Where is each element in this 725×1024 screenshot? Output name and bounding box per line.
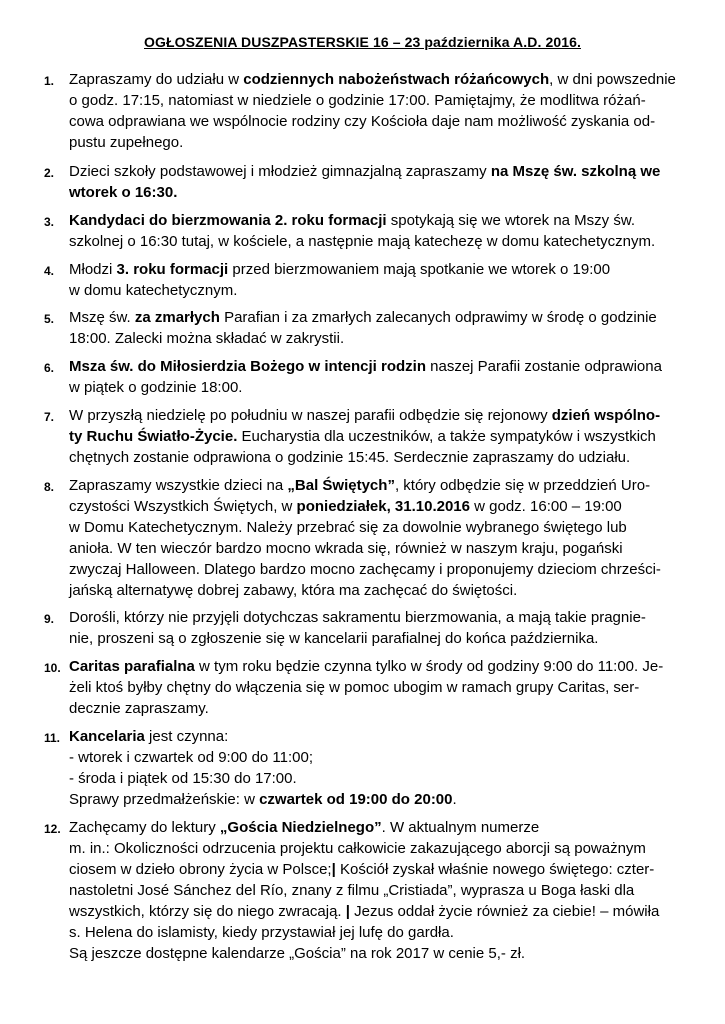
bold-text: „Bal Świętych” [287, 477, 395, 494]
text-run: wszystkich, którzy się do niego zwracają. [69, 903, 346, 920]
text-run: Zapraszamy wszystkie dzieci na [69, 477, 288, 494]
text-run: anioła. W ten wieczór bardzo mocno wkrada się, również w naszym kraju, pogański [69, 540, 623, 557]
item-text [69, 307, 681, 349]
text-line [69, 880, 681, 901]
item-number: 5. [44, 312, 55, 326]
text-line [69, 726, 681, 747]
text-run: w tym roku będzie czynna tylko w środy od godziny 9:00 do 11:00. Je- [194, 658, 664, 675]
text-line [69, 426, 681, 447]
item-text [69, 161, 681, 203]
text-line [69, 182, 681, 203]
text-line [69, 628, 681, 649]
text-run: Eucharystia dla uczestników, a także sympatyków i wszystkich [237, 428, 656, 445]
text-line [69, 259, 681, 280]
text-run: Zapraszamy do udziału w [69, 71, 244, 88]
text-line [69, 943, 681, 964]
text-run: Kościół zyskał właśnie nowego świętego: czter- [339, 861, 655, 878]
item-text [69, 607, 681, 649]
text-line [69, 538, 681, 559]
bold-text: codziennych nabożeństwach różańcowych [243, 71, 550, 88]
text-run: Sprawy przedmałżeńskie: w [69, 791, 260, 808]
page-title: OGŁOSZENIA DUSZPASTERSKIE 16 – 23 października A.D. 2016. [144, 34, 581, 50]
text-line [69, 747, 681, 768]
text-run: szkolnej o 16:30 tutaj, w kościele, a następnie mają katechezę w domu katechetycznym. [69, 233, 656, 250]
text-line [69, 922, 681, 943]
text-line [69, 517, 681, 538]
bold-text: Msza św. do Miłosierdzia Bożego w intencji rodzin [69, 358, 426, 375]
text-line [69, 496, 681, 517]
text-line [69, 698, 681, 719]
text-line [69, 475, 681, 496]
text-run: Mszę św. [69, 309, 135, 326]
text-run: w godz. 16:00 – 19:00 [469, 498, 622, 515]
text-line [69, 447, 681, 468]
item-number: 4. [44, 264, 55, 278]
item-text [69, 726, 681, 810]
text-run: decznie zapraszamy. [69, 700, 209, 717]
bold-text: Kancelaria [69, 728, 145, 745]
item-text [69, 210, 681, 252]
text-line [69, 789, 681, 810]
text-line [69, 90, 681, 111]
text-run: jańską alternatywę dobrej zabawy, która ma zachęcać do świętości. [69, 582, 518, 599]
text-line [69, 69, 681, 90]
text-run: zwyczaj Halloween. Dlatego bardzo mocno zachęcamy i proponujemy dzieciom chrześci- [69, 561, 661, 578]
text-run: . W aktualnym numerze [381, 819, 540, 836]
bold-text: Kandydaci do bierzmowania 2. roku formacji [69, 212, 387, 229]
item-number: 12. [44, 822, 61, 836]
text-line [69, 901, 681, 922]
text-line [69, 768, 681, 789]
text-line [69, 559, 681, 580]
text-run: w piątek o godzinie 18:00. [69, 379, 243, 396]
text-run: Dorośli, którzy nie przyjęli dotychczas sakramentu bierzmowania, a mają takie pragnie- [69, 609, 646, 626]
text-line [69, 132, 681, 153]
item-number: 8. [44, 480, 55, 494]
bold-text: Caritas parafialna [69, 658, 195, 675]
text-run: Zachęcamy do lektury [69, 819, 220, 836]
item-text [69, 69, 681, 153]
text-run: przed bierzmowaniem mają spotkanie we wtorek o 19:00 [228, 261, 611, 278]
text-line [69, 607, 681, 628]
bold-text: dzień wspólno- [551, 407, 661, 424]
text-line [69, 405, 681, 426]
text-run: - środa i piątek od 15:30 do 17:00. [69, 770, 297, 787]
text-run: . [452, 791, 457, 808]
text-line [69, 111, 681, 132]
text-run: czystości Wszystkich Świętych, w [69, 498, 297, 515]
text-line [69, 231, 681, 252]
text-line [69, 377, 681, 398]
text-run: cowa odprawiana we wspólnocie rodziny czy Kościoła daje nam możliwość zyskania od- [69, 113, 656, 130]
bold-text: | [331, 861, 340, 878]
text-line [69, 859, 681, 880]
item-number: 9. [44, 612, 55, 626]
bold-text: ty Ruchu Światło-Życie. [69, 428, 238, 445]
text-line [69, 817, 681, 838]
text-line [69, 677, 681, 698]
text-run: , który odbędzie się w przeddzień Uro- [394, 477, 651, 494]
text-run: s. Helena do islamisty, kiedy przystawiał jej lufę do gardła. [69, 924, 454, 941]
item-text [69, 356, 681, 398]
bold-text: na Mszę św. szkolną we [490, 163, 661, 180]
text-line [69, 838, 681, 859]
item-number: 6. [44, 361, 55, 375]
text-run: W przyszłą niedzielę po południu w naszej parafii odbędzie się rejonowy [69, 407, 552, 424]
item-number: 10. [44, 661, 61, 675]
bold-text: za zmarłych [134, 309, 220, 326]
bold-text: wtorek o 16:30. [69, 184, 178, 201]
text-line [69, 580, 681, 601]
text-run: jest czynna: [144, 728, 229, 745]
item-text [69, 656, 681, 719]
item-text [69, 259, 681, 301]
bold-text: | [345, 903, 350, 920]
item-number: 3. [44, 215, 55, 229]
text-line [69, 328, 681, 349]
item-text [69, 475, 681, 601]
text-line [69, 210, 681, 231]
text-run: Jezus oddał życie również za ciebie! – mówiła [349, 903, 660, 920]
text-line [69, 356, 681, 377]
text-run: spotykają się we wtorek na Mszy św. [386, 212, 636, 229]
text-run: chętnych zostanie odprawiona o godzinie 15:45. Serdecznie zapraszamy do udziału. [69, 449, 631, 466]
item-text [69, 817, 681, 964]
text-run: - wtorek i czwartek od 9:00 do 11:00; [69, 749, 314, 766]
text-line [69, 161, 681, 182]
text-run: o godz. 17:15, natomiast w niedziele o godzinie 17:00. Pamiętajmy, że modlitwa różań- [69, 92, 646, 109]
text-run: Są jeszcze dostępne kalendarze „Gościa” na rok 2017 w cenie 5,- zł. [69, 945, 526, 962]
text-run: Parafian i za zmarłych zalecanych odprawimy w środę o godzinie [219, 309, 657, 326]
text-run: Dzieci szkoły podstawowej i młodzież gimnazjalną zapraszamy [69, 163, 491, 180]
bold-text: „Gościa Niedzielnego” [219, 819, 382, 836]
bold-text: czwartek od 19:00 do 20:00 [259, 791, 453, 808]
text-run: Młodzi [69, 261, 117, 278]
text-line [69, 280, 681, 301]
text-run: ciosem w dzieło obrony życia w Polsce; [69, 861, 332, 878]
text-line [69, 307, 681, 328]
text-run: w Domu Katechetycznym. Należy przebrać się za dowolnie wybranego świętego lub [69, 519, 627, 536]
text-run: pustu zupełnego. [69, 134, 184, 151]
item-number: 11. [44, 731, 61, 745]
text-run: m. in.: Okoliczności odrzucenia projektu całkowicie zakazującego aborcji są poważnym [69, 840, 646, 857]
text-line [69, 656, 681, 677]
text-run: 18:00. Zalecki można składać w zakrystii. [69, 330, 345, 347]
item-text [69, 405, 681, 468]
bold-text: poniedziałek, 31.10.2016 [296, 498, 470, 515]
item-number: 1. [44, 74, 55, 88]
bold-text: 3. roku formacji [116, 261, 229, 278]
text-run: w domu katechetycznym. [69, 282, 238, 299]
text-run: nastoletni José Sánchez del Río, znany z filmu „Cristiada”, wyprasza u Boga łaski dla [69, 882, 635, 899]
item-number: 2. [44, 166, 55, 180]
text-run: żeli ktoś byłby chętny do włączenia się w pomoc ubogim w ramach grupy Caritas, ser- [69, 679, 640, 696]
item-number: 7. [44, 410, 55, 424]
text-run: , w dni powszednie [549, 71, 676, 88]
text-run: naszej Parafii zostanie odprawiona [425, 358, 662, 375]
text-run: nie, proszeni są o zgłoszenie się w kancelarii parafialnej do końca października. [69, 630, 599, 647]
